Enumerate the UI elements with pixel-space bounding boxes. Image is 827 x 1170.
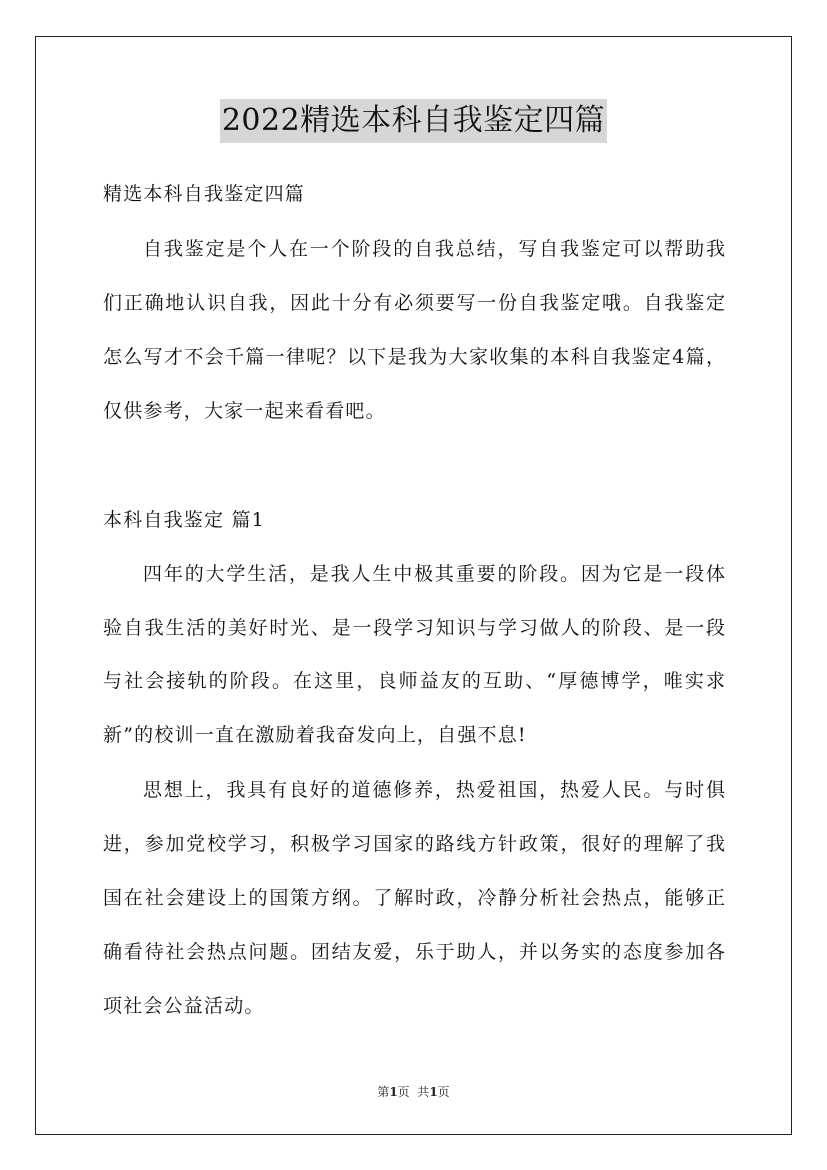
paragraph1-line-4: 新”的校训一直在激励着我奋发向上，自强不息! [103,724,527,746]
intro-line-4: 仅供参考，大家一起来看看吧。 [103,400,386,422]
paragraph2-line-4: 确看待社会热点问题。团结友爱，乐于助人，并以务实的态度参加各 [103,941,725,963]
paragraph1-line-2: 验自我生活的美好时光、是一段学习知识与学习做人的阶段、是一段 [103,617,725,639]
page-total-number: 1 [429,1085,438,1099]
intro-line-1: 自我鉴定是个人在一个阶段的自我总结，写自我鉴定可以帮助我 [143,238,725,260]
document-title [0,99,827,143]
section-heading: 本科自我鉴定 篇1 [103,509,265,531]
paragraph2-line-5: 项社会公益活动。 [103,995,265,1017]
page-footer [0,1084,827,1100]
paragraph2-line-2: 进，参加党校学习，积极学习国家的路线方针政策，很好的理解了我 [103,833,725,855]
page-prefix: 第 [377,1085,390,1099]
paragraph1-line-1: 四年的大学生活，是我人生中极其重要的阶段。因为它是一段体 [143,563,725,585]
intro-line-3: 怎么写才不会千篇一律呢？以下是我为大家收集的本科自我鉴定4篇， [103,346,725,368]
page-current-number: 1 [389,1085,398,1099]
page-suffix: 页 [437,1085,450,1099]
document-title-text: 2022精选本科自我鉴定四篇 [220,99,607,143]
document-subtitle: 精选本科自我鉴定四篇 [103,183,306,205]
intro-line-2: 们正确地认识自我，因此十分有必须要写一份自我鉴定哦。自我鉴定 [103,292,725,314]
page-mid-text: 页 共 [397,1085,430,1099]
paragraph1-line-3: 与社会接轨的阶段。在这里，良师益友的互助、“厚德博学，唯实求 [103,670,725,692]
paragraph2-line-3: 国在社会建设上的国策方纲。了解时政，冷静分析社会热点，能够正 [103,887,725,909]
paragraph2-line-1: 思想上，我具有良好的道德修养，热爱祖国，热爱人民。与时俱 [143,779,725,801]
